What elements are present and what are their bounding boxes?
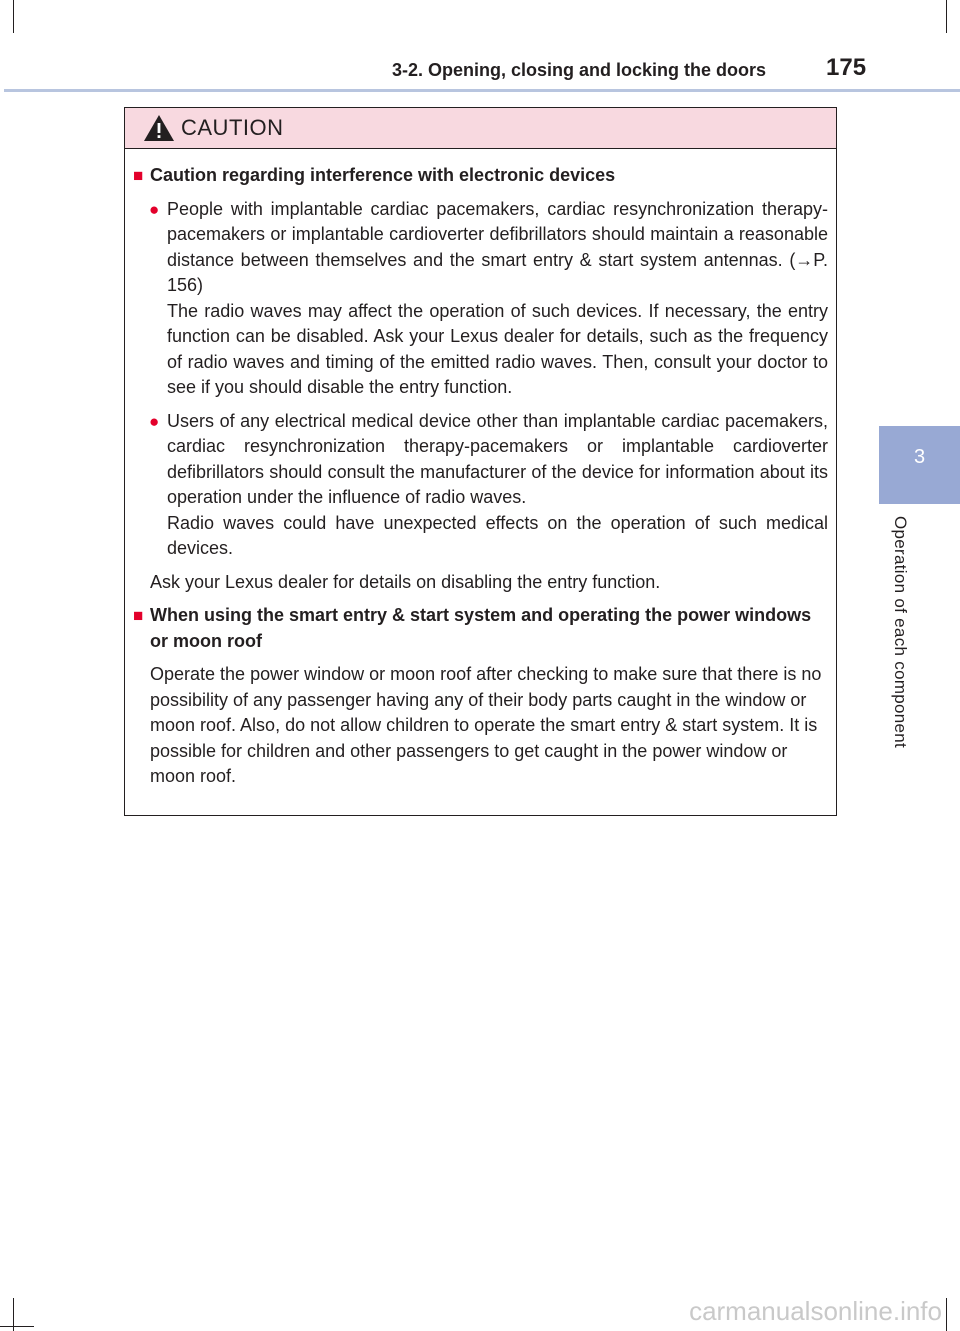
bullet-paragraph: Users of any electrical medical device other than implantable cardiac pacemakers, cardiac resynchronization therapy-pacemakers or implantable cardioverter defibrillators should consult the manufacturer of the device for information about its operation under the influence of radio waves. (167, 410, 828, 507)
bullet-marker-icon: ● (149, 411, 160, 431)
section-heading (133, 603, 828, 654)
section-paragraph (150, 662, 828, 790)
section-note (150, 570, 828, 596)
crop-mark (946, 0, 947, 33)
bullet-item (149, 197, 828, 401)
heading-marker-icon: ■ (133, 166, 144, 185)
bullet-paragraph: The radio waves may affect the operation of such devices. If necessary, the entry function can be disabled. Ask your Lexus dealer for details, such as the frequency of radio waves and timing of the emitted radio waves. Then, consult your doctor to see if you should disable the entry function. (167, 300, 828, 397)
body-paragraph: Operate the power window or moon roof after checking to make sure that there is no possibility of any passenger having any of their body parts caught in the window or moon roof. Also, do not allow children to operate the smart entry & start system. It is possible for children and other passengers to get caught in the power window or moon roof. (150, 664, 822, 786)
chapter-tab (879, 426, 960, 504)
bullet-item (149, 409, 828, 562)
crop-mark (0, 1326, 34, 1327)
note-paragraph: Ask your Lexus dealer for details on disabling the entry function. (150, 571, 661, 592)
warning-triangle-icon (143, 114, 175, 142)
heading-text: When using the smart entry & start system and operating the power windows or moon roof (150, 605, 812, 651)
chapter-number: 3 (913, 446, 926, 468)
caution-label: CAUTION (181, 115, 284, 140)
bullet-paragraph: People with implantable cardiac pacemakers, cardiac resynchronization therapy-pacemakers or implantable cardioverter defibrillators should maintain a reasonable distance between themselves and the smart entry & start system antennas. (→P. 156) (167, 198, 828, 295)
bullet-marker-icon: ● (149, 199, 160, 219)
page-number: 175 (826, 54, 867, 81)
heading-text: Caution regarding interference with electronic devices (150, 165, 616, 185)
heading-marker-icon: ■ (133, 606, 144, 625)
watermark: carmanualsonline.info (689, 1296, 942, 1326)
caution-box (124, 107, 837, 816)
chapter-title: Operation of each component (891, 516, 910, 749)
caution-header (125, 108, 836, 149)
crop-mark (946, 1298, 947, 1331)
bullet-paragraph: Radio waves could have unexpected effects on the operation of such medical devices. (167, 512, 828, 558)
crop-mark (13, 0, 14, 33)
section-title: 3-2. Opening, closing and locking the doors (392, 60, 767, 80)
section-heading (133, 163, 828, 189)
caution-body (125, 149, 836, 790)
header-rule (4, 89, 960, 92)
